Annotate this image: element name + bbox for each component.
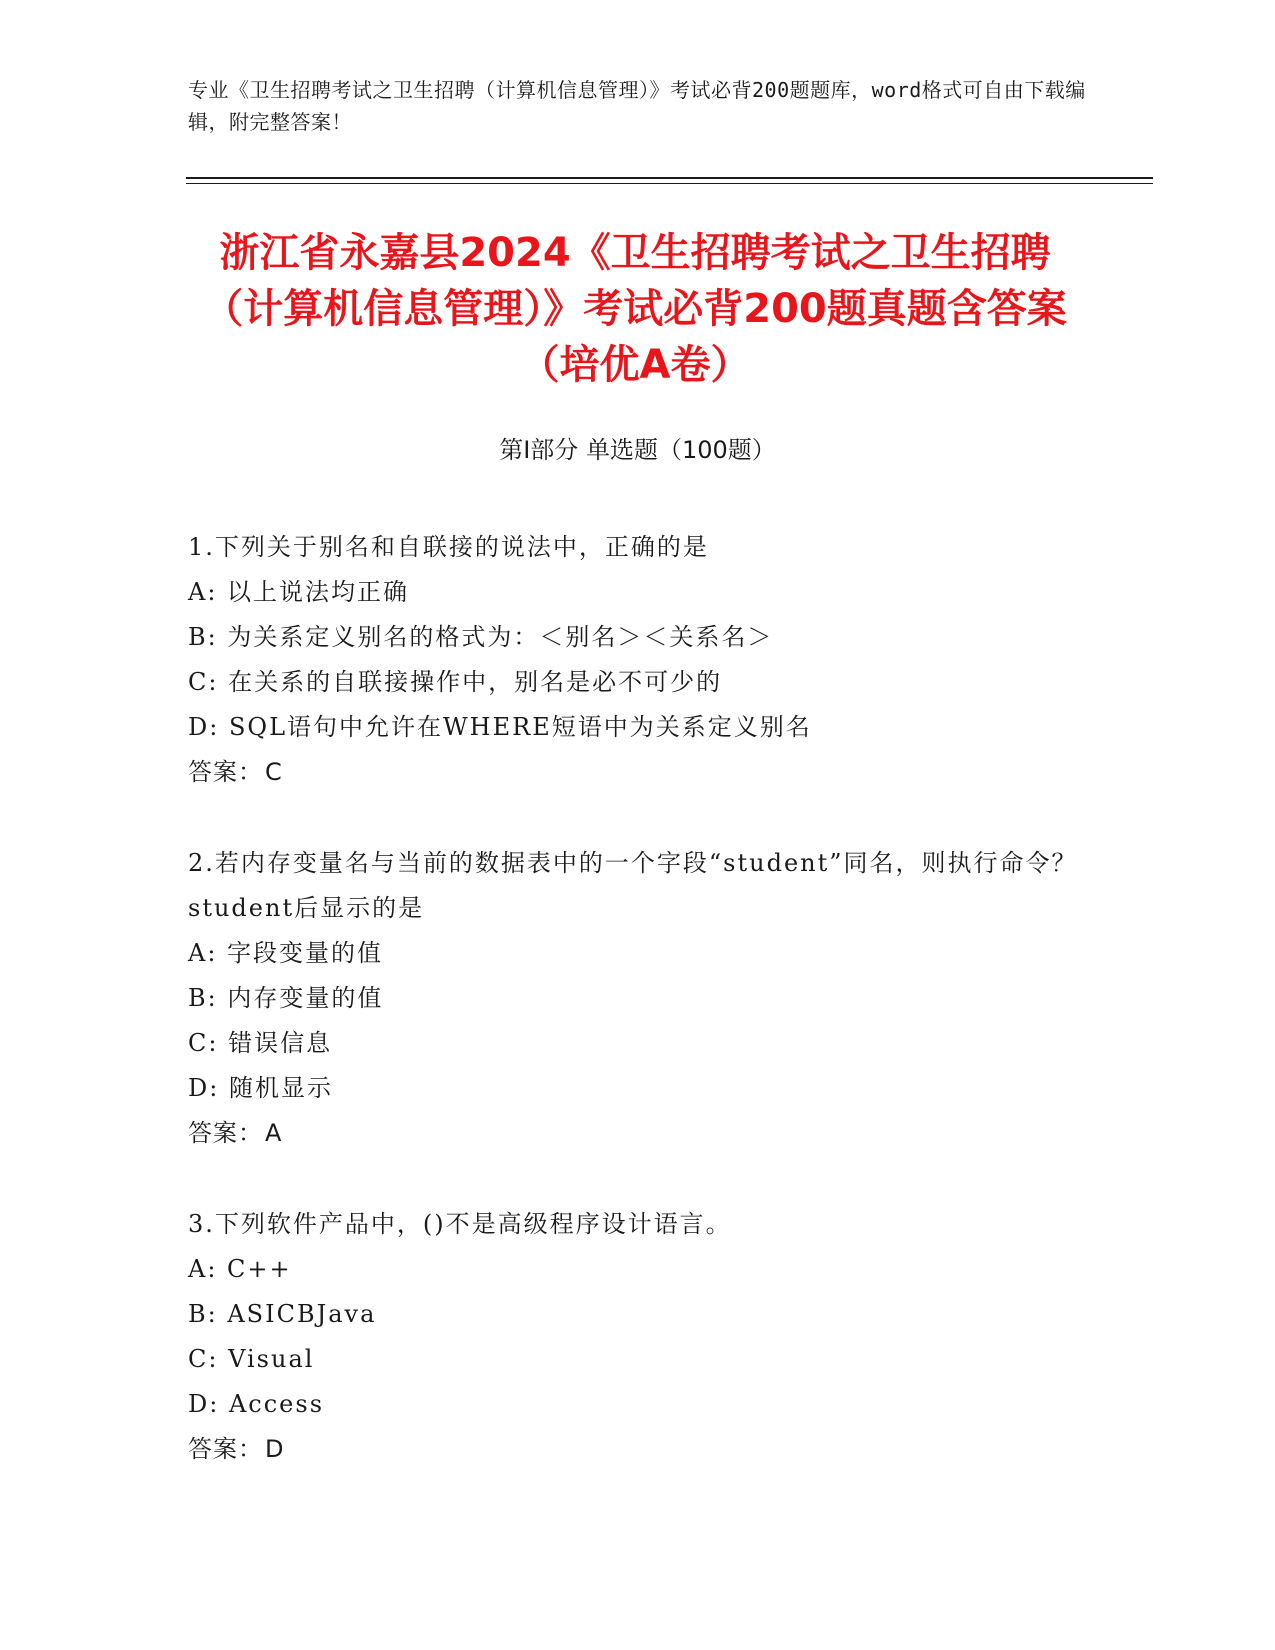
answer-line	[188, 750, 1088, 795]
option-c: C: 错误信息	[188, 1029, 333, 1057]
answer-label: 答案：	[188, 758, 263, 786]
option-d: D: Access	[188, 1390, 325, 1418]
question-3	[188, 1202, 1088, 1472]
option-a: A: 字段变量的值	[188, 939, 384, 967]
option-b: B: 为关系定义别名的格式为：＜别名＞＜关系名＞	[188, 623, 774, 651]
answer-label: 答案：	[188, 1119, 263, 1147]
question-list	[188, 525, 1088, 1518]
answer-value: A	[265, 1119, 283, 1147]
question-stem: 1.下列关于别名和自联接的说法中，正确的是	[188, 533, 709, 561]
answer-line	[188, 1111, 1088, 1156]
question-1	[188, 525, 1088, 795]
answer-line	[188, 1427, 1088, 1472]
option-b: B: ASICBJava	[188, 1300, 377, 1328]
answer-value: D	[265, 1435, 285, 1463]
option-b: B: 内存变量的值	[188, 984, 384, 1012]
option-a: A: C++	[188, 1255, 292, 1283]
question-stem: 2.若内存变量名与当前的数据表中的一个字段“student”同名，则执行命令？student后显示的是	[188, 849, 1078, 922]
option-c: C: Visual	[188, 1345, 315, 1373]
question-2	[188, 841, 1088, 1156]
option-d: D: SQL语句中允许在WHERE短语中为关系定义别名	[188, 713, 812, 741]
document-title: 浙江省永嘉县2024《卫生招聘考试之卫生招聘（计算机信息管理）》考试必背200题真题含答案（培优A卷）	[203, 230, 1067, 388]
option-d: D: 随机显示	[188, 1074, 333, 1102]
header-note: 专业《卫生招聘考试之卫生招聘（计算机信息管理）》考试必背200题题库，word格式可自由下载编辑，附完整答案！	[188, 78, 1086, 134]
section-heading: 第I部分 单选题（100题）	[499, 436, 776, 464]
header-rule-thin	[186, 183, 1153, 184]
answer-label: 答案：	[188, 1435, 263, 1463]
option-c: C: 在关系的自联接操作中，别名是必不可少的	[188, 668, 723, 696]
question-stem: 3.下列软件产品中，()不是高级程序设计语言。	[188, 1210, 732, 1238]
header-rule-thick	[186, 177, 1153, 179]
option-a: A: 以上说法均正确	[188, 578, 410, 606]
answer-value: C	[265, 758, 283, 786]
